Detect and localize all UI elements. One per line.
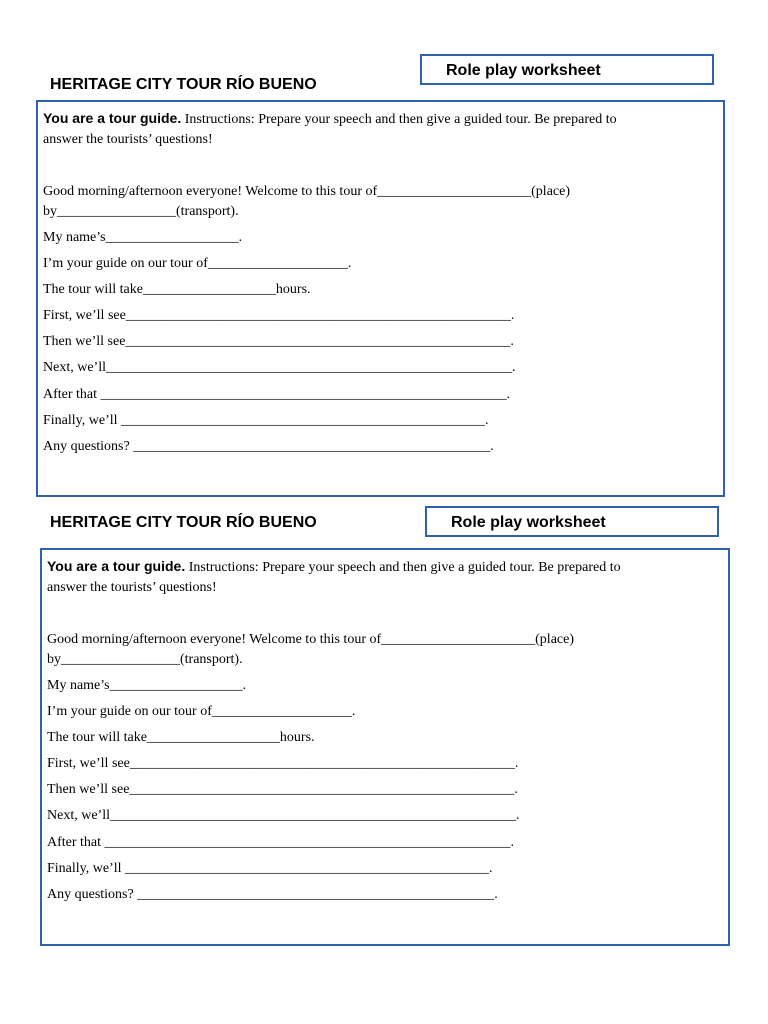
worksheet-1-line-then: Then we’ll see_______________________________________________________. (43, 334, 514, 349)
worksheet-2-intro-bold: You are a tour guide. (47, 558, 186, 574)
worksheet-1-intro-text: Instructions: Prepare your speech and then give a guided tour. Be prepared to answer the tourists’ questions! (43, 112, 617, 147)
worksheet-1-line-finally: Finally, we’ll ____________________________________________________. (43, 413, 489, 428)
worksheet-1-tag: Role play worksheet (420, 54, 714, 85)
worksheet-1-panel (36, 100, 725, 497)
worksheet-2-line-after: After that __________________________________________________________. (47, 835, 515, 850)
worksheet-2-line-welcome: Good morning/afternoon everyone! Welcome to this tour of______________________(place) (47, 632, 574, 647)
worksheet-2-line-duration: The tour will take___________________hours. (47, 730, 315, 745)
worksheet-2-line-name: My name’s___________________. (47, 678, 247, 693)
worksheet-2-line-first: First, we’ll see_______________________________________________________. (47, 756, 519, 771)
worksheet-1-line-after: After that __________________________________________________________. (43, 387, 511, 402)
worksheet-2-line-then: Then we’ll see_______________________________________________________. (47, 782, 518, 797)
worksheet-1-line-duration: The tour will take___________________hours. (43, 282, 311, 297)
worksheet-1-line-transport: by_________________(transport). (43, 204, 239, 219)
worksheet-2-line-questions: Any questions? ___________________________________________________. (47, 887, 498, 902)
worksheet-2-intro-text: Instructions: Prepare your speech and then give a guided tour. Be prepared to answer the tourists’ questions! (47, 560, 621, 595)
worksheet-2-line-guide: I’m your guide on our tour of____________________. (47, 704, 356, 719)
worksheet-2-heading: HERITAGE CITY TOUR RÍO BUENO (50, 514, 317, 531)
worksheet-1-line-name: My name’s___________________. (43, 230, 243, 245)
worksheet-1-intro-bold: You are a tour guide. (43, 110, 182, 126)
worksheet-1-line-welcome: Good morning/afternoon everyone! Welcome to this tour of______________________(place) (43, 184, 570, 199)
worksheet-1-heading: HERITAGE CITY TOUR RÍO BUENO (50, 76, 317, 93)
worksheet-2-panel (40, 548, 730, 946)
worksheet-1-line-next: Next, we’ll__________________________________________________________. (43, 360, 516, 375)
worksheet-2-tag: Role play worksheet (425, 506, 719, 537)
worksheet-1-line-guide: I’m your guide on our tour of____________________. (43, 256, 352, 271)
worksheet-2-line-next: Next, we’ll__________________________________________________________. (47, 808, 520, 823)
worksheet-1-intro (43, 108, 618, 150)
worksheet-1-line-first: First, we’ll see_______________________________________________________. (43, 308, 515, 323)
worksheet-2-line-transport: by_________________(transport). (47, 652, 243, 667)
worksheet-1-line-questions: Any questions? ___________________________________________________. (43, 439, 494, 454)
worksheet-2-line-finally: Finally, we’ll ____________________________________________________. (47, 861, 493, 876)
worksheet-2-intro (47, 556, 622, 598)
